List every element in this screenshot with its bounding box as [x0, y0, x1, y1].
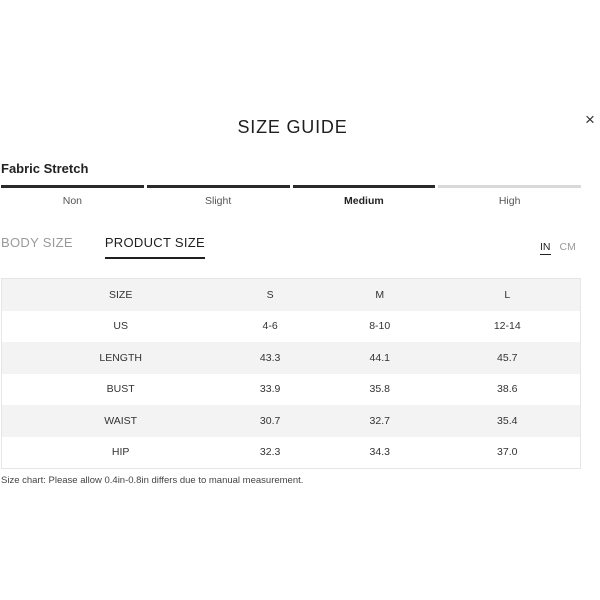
table-cell: HIP — [2, 437, 216, 469]
table-cell: LENGTH — [2, 342, 216, 374]
stretch-label: High — [498, 195, 521, 207]
table-cell: 30.7 — [215, 405, 325, 437]
stretch-level-high — [438, 185, 581, 207]
stretch-level-medium — [293, 185, 436, 207]
table-cell: 35.8 — [325, 374, 435, 406]
table-cell: 45.7 — [435, 342, 581, 374]
stretch-bar — [438, 185, 581, 188]
unit-in-button[interactable]: IN — [540, 241, 551, 253]
fabric-stretch-title: Fabric Stretch — [1, 161, 89, 176]
stretch-bar — [1, 185, 144, 188]
modal-title: SIZE GUIDE — [237, 117, 348, 137]
size-table — [1, 278, 581, 469]
table-cell: 37.0 — [435, 437, 581, 469]
table-row — [2, 342, 581, 374]
table-row — [2, 437, 581, 469]
table-cell: 32.3 — [215, 437, 325, 469]
table-cell: 43.3 — [215, 342, 325, 374]
table-cell: 4-6 — [215, 311, 325, 343]
table-cell: 35.4 — [435, 405, 581, 437]
stretch-bar — [147, 185, 290, 188]
table-cell: 33.9 — [215, 374, 325, 406]
size-note: Size chart: Please allow 0.4in-0.8in differs due to manual measurement. — [1, 475, 304, 486]
table-header-row — [2, 279, 581, 311]
tab-body-size[interactable]: BODY SIZE — [1, 235, 73, 250]
tab-product-size[interactable]: PRODUCT SIZE — [105, 235, 205, 259]
table-row — [2, 311, 581, 343]
table-cell: 8-10 — [325, 311, 435, 343]
table-cell: 32.7 — [325, 405, 435, 437]
table-cell: M — [325, 279, 435, 311]
table-cell: 44.1 — [325, 342, 435, 374]
size-tabs — [1, 235, 205, 259]
table-cell: L — [435, 279, 581, 311]
stretch-level-non — [1, 185, 144, 207]
table-cell: 38.6 — [435, 374, 581, 406]
table-cell: 12-14 — [435, 311, 581, 343]
stretch-label: Medium — [344, 195, 384, 207]
table-row — [2, 374, 581, 406]
stretch-bar — [293, 185, 436, 188]
table-cell: US — [2, 311, 216, 343]
table-cell: S — [215, 279, 325, 311]
stretch-label: Non — [62, 195, 82, 207]
table-cell: 34.3 — [325, 437, 435, 469]
unit-toggle — [540, 241, 576, 255]
table-cell: BUST — [2, 374, 216, 406]
table-row — [2, 405, 581, 437]
fabric-stretch-scale — [1, 185, 581, 207]
table-cell: WAIST — [2, 405, 216, 437]
stretch-label: Slight — [204, 195, 232, 207]
stretch-level-slight — [147, 185, 290, 207]
table-cell: SIZE — [2, 279, 216, 311]
close-icon[interactable]: × — [585, 110, 595, 129]
unit-cm-button[interactable]: CM — [559, 241, 576, 253]
